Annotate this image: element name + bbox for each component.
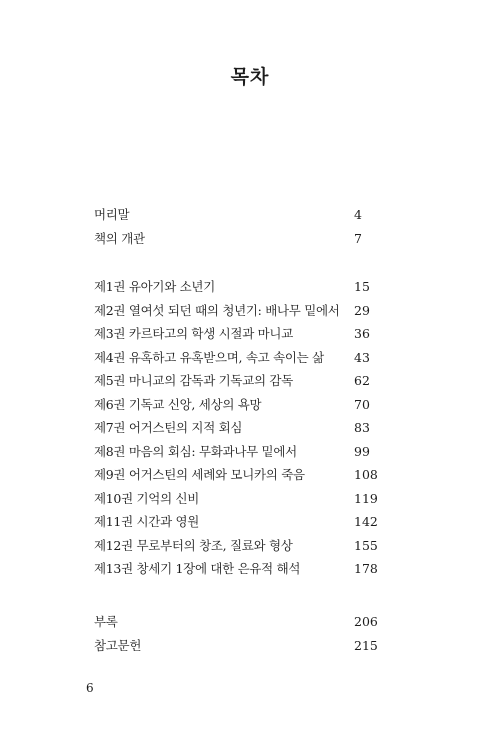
toc-entry xyxy=(94,393,378,417)
toc-entry xyxy=(94,634,378,658)
toc-entry xyxy=(94,534,378,558)
toc-entry-label: 제11권 시간과 영원 xyxy=(94,514,200,529)
toc-entry xyxy=(94,299,378,323)
toc-entry xyxy=(94,203,378,227)
toc-entry-label: 부록 xyxy=(94,614,118,629)
toc-entry-label: 제1권 유아기와 소년기 xyxy=(94,279,215,294)
toc-entry-label: 제12권 무로부터의 창조, 질료와 형상 xyxy=(94,537,293,553)
toc-entry-page: 99 xyxy=(354,443,370,459)
toc-entry-page: 215 xyxy=(354,637,378,653)
toc-entry-label: 제13권 창세기 1장에 대한 은유적 해석 xyxy=(94,561,301,576)
toc-entry-page: 62 xyxy=(354,373,370,388)
toc-entry-page: 70 xyxy=(354,396,370,412)
toc-entry-label: 제4권 유혹하고 유혹받으며, 속고 속이는 삶 xyxy=(94,349,324,365)
toc-entry-label: 참고문헌 xyxy=(94,637,142,653)
toc-entry xyxy=(94,487,378,511)
toc-entry-label: 제6권 기독교 신앙, 세상의 욕망 xyxy=(94,396,262,412)
toc-entry-label: 제7권 어거스틴의 지적 회심 xyxy=(94,420,243,435)
toc-entry-page: 108 xyxy=(354,467,378,482)
toc-entry-label: 머리말 xyxy=(94,207,130,222)
toc-entry xyxy=(94,346,378,370)
toc-entry-page: 15 xyxy=(354,279,370,294)
toc-entry-page: 142 xyxy=(354,514,378,529)
toc-entry-page: 7 xyxy=(354,230,362,246)
page-title: 목차 xyxy=(230,66,270,88)
toc-entry-label: 제10권 기억의 신비 xyxy=(94,490,200,506)
toc-entry-page: 155 xyxy=(354,537,378,553)
toc-back-matter xyxy=(94,610,378,657)
toc-entry xyxy=(94,275,378,299)
toc-entry-page: 36 xyxy=(354,326,370,341)
toc-entry-page: 206 xyxy=(354,614,378,629)
page-number: 6 xyxy=(86,681,94,695)
toc-entry-label: 제3권 카르타고의 학생 시절과 마니교 xyxy=(94,326,293,341)
toc-entry xyxy=(94,369,378,393)
toc-entry xyxy=(94,322,378,346)
toc-entry xyxy=(94,227,378,251)
toc-front-matter xyxy=(94,203,378,250)
toc-entry xyxy=(94,510,378,534)
toc-entry-page: 43 xyxy=(354,349,370,365)
toc-entry-label: 제5권 마니교의 감독과 기독교의 감독 xyxy=(94,373,293,388)
toc-entry xyxy=(94,463,378,487)
toc-entry-page: 119 xyxy=(354,490,378,506)
toc-entry-page: 4 xyxy=(354,207,362,222)
toc-chapters xyxy=(94,275,378,581)
toc-entry-label: 제2권 열여섯 되던 때의 청년기: 배나무 밑에서 xyxy=(94,302,340,318)
toc-entry xyxy=(94,610,378,634)
toc-entry xyxy=(94,557,378,581)
toc-entry-page: 29 xyxy=(354,302,370,318)
toc-entry-label: 책의 개관 xyxy=(94,230,145,246)
toc-entry xyxy=(94,416,378,440)
toc-entry-page: 178 xyxy=(354,561,378,576)
toc-entry-label: 제9권 어거스틴의 세례와 모니카의 죽음 xyxy=(94,467,305,482)
toc-entry-page: 83 xyxy=(354,420,370,435)
toc-entry xyxy=(94,440,378,464)
toc-entry-label: 제8권 마음의 회심: 무화과나무 밑에서 xyxy=(94,443,297,459)
